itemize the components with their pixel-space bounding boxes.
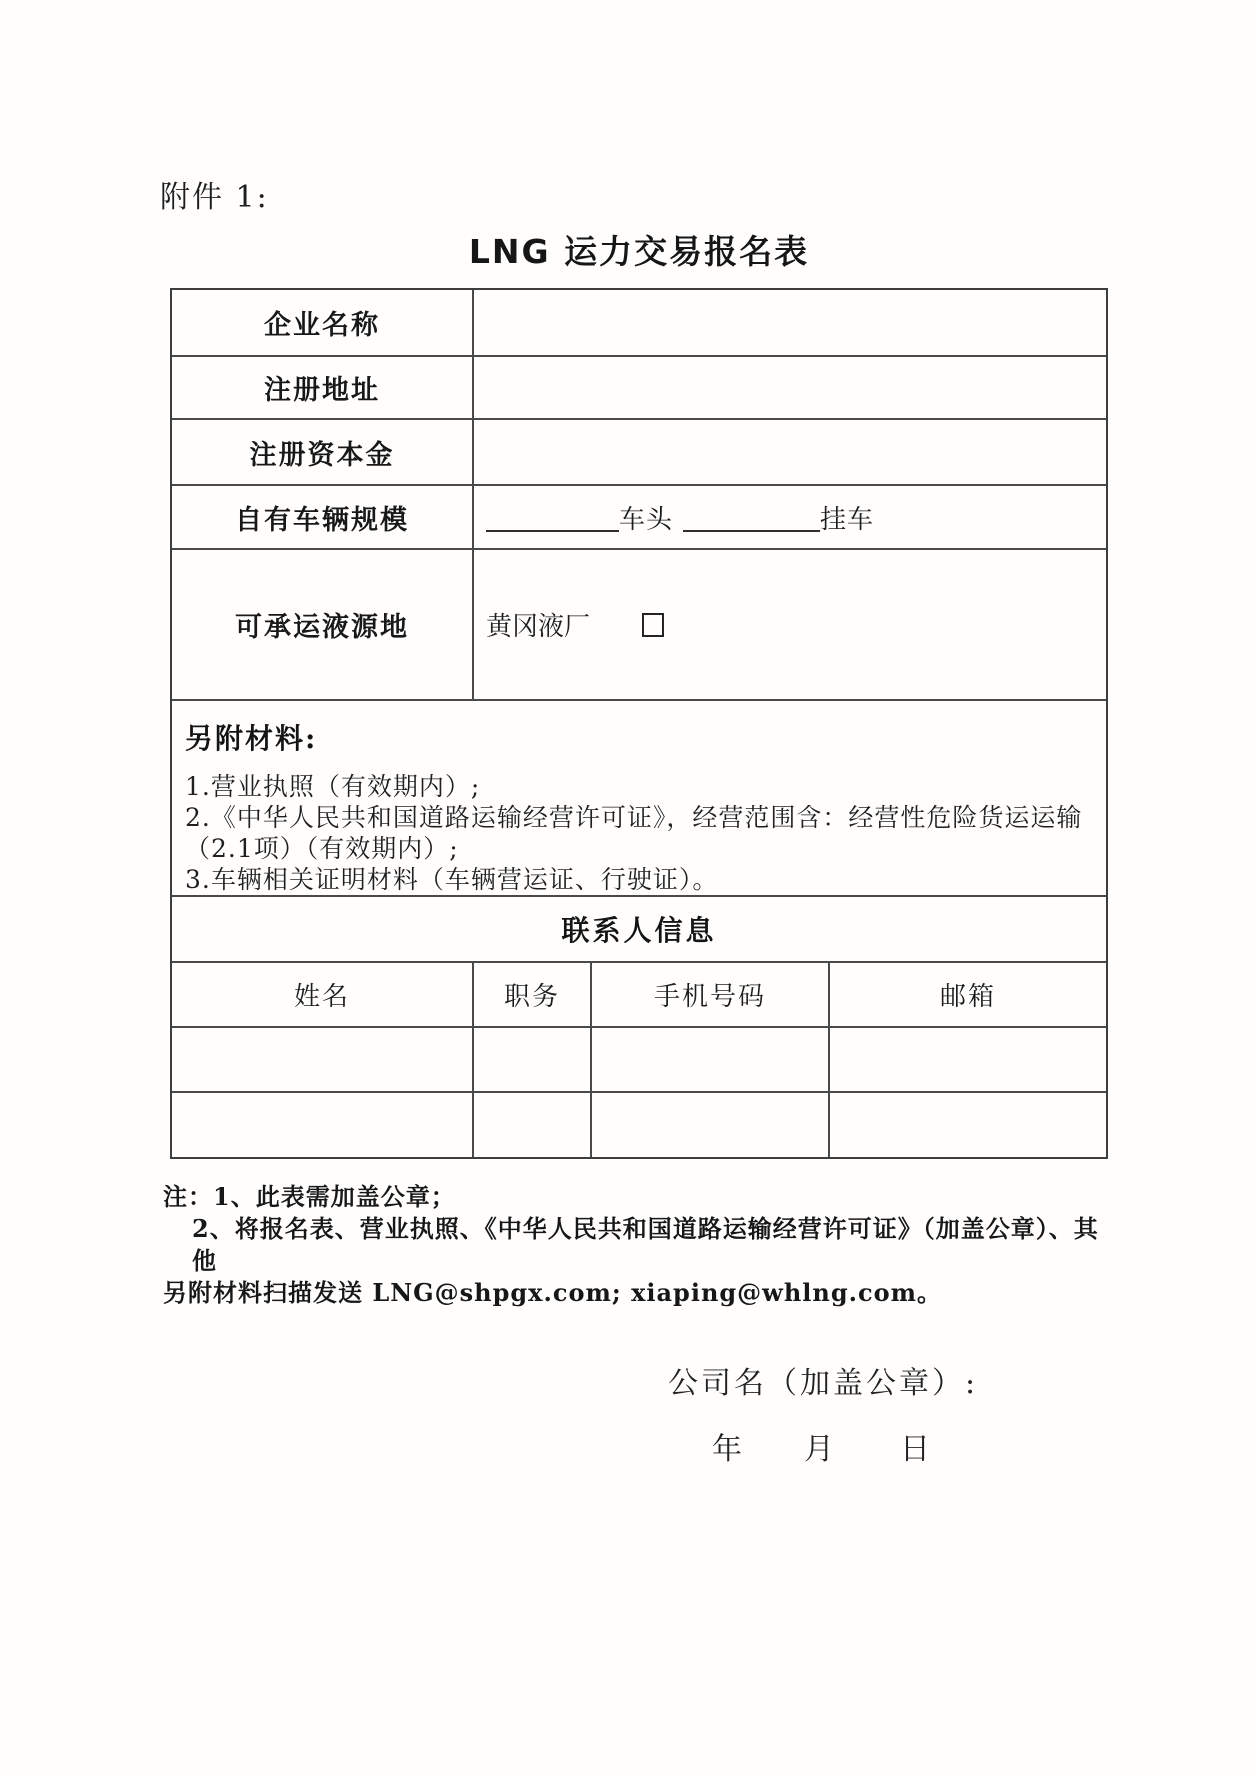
contact-col-email: 邮箱 [830, 963, 1106, 1028]
tractor-count-blank-line [486, 502, 619, 532]
row-label-own-vehicle-scale: 自有车辆规模 [172, 486, 474, 548]
row-label-registered-capital: 注册资本金 [172, 420, 474, 484]
contact-cell-empty [592, 1093, 830, 1157]
row-label-company-name: 企业名称 [172, 290, 474, 355]
footnotes [163, 1181, 1113, 1309]
row-label-liquid-source: 可承运液源地 [172, 550, 474, 699]
materials-item-3: 3.车辆相关证明材料（车辆营运证、行驶证）。 [185, 865, 719, 894]
contact-cell-empty [474, 1028, 592, 1093]
date-day-label: 日 [900, 1432, 930, 1467]
checkbox-icon [642, 613, 664, 637]
page-title: LNG 运力交易报名表 [468, 232, 810, 271]
table-row [172, 418, 1106, 484]
vehicle-scale-field [474, 486, 1106, 548]
table-row [172, 290, 1106, 355]
materials-heading: 另附材料: [185, 722, 318, 755]
contact-cell-empty [592, 1028, 830, 1093]
note-line-3: 另附材料扫描发送 LNG@shpgx.com; xiaping@whlng.com。 [163, 1278, 943, 1307]
registered-capital-field [474, 420, 1106, 484]
liquid-source-option-label: 黄冈液厂 [486, 612, 591, 642]
liquid-source-field [474, 550, 1106, 699]
signature-date-line [712, 1424, 930, 1468]
contact-cell-empty [172, 1093, 474, 1157]
contact-col-position: 职务 [474, 963, 592, 1028]
contact-table [172, 961, 1106, 1157]
signature-company-line: 公司名（加盖公章）: [668, 1366, 979, 1401]
table-row [172, 355, 1106, 418]
row-label-registered-address: 注册地址 [172, 357, 474, 418]
table-row [172, 484, 1106, 548]
date-year-label: 年 [712, 1432, 742, 1467]
contact-cell-empty [474, 1093, 592, 1157]
contact-col-mobile: 手机号码 [592, 963, 830, 1028]
materials-item-2: 2.《中华人民共和国道路运输经营许可证》，经营范围含：经营性危险货运运输（2.1项）（有效期内）; [185, 803, 1083, 863]
registered-address-field [474, 357, 1106, 418]
contact-cell-empty [172, 1028, 474, 1093]
registration-form-table [170, 288, 1108, 1159]
note-line-2: 2、将报名表、营业执照、《中华人民共和国道路运输经营许可证》（加盖公章）、其他 [192, 1214, 1099, 1275]
table-row [172, 548, 1106, 699]
materials-item-1: 1.营业执照（有效期内）; [185, 772, 481, 801]
date-month-label: 月 [804, 1432, 834, 1467]
trailer-count-blank-line [683, 502, 820, 532]
trailer-unit-label: 挂车 [820, 504, 875, 535]
materials-section [172, 699, 1106, 895]
contact-cell-empty [830, 1093, 1106, 1157]
attachment-label: 附件 1: [160, 180, 269, 215]
tractor-unit-label: 车头 [619, 504, 674, 535]
contact-cell-empty [830, 1028, 1106, 1093]
contact-info-heading: 联系人信息 [172, 895, 1106, 961]
contact-col-name: 姓名 [172, 963, 474, 1028]
note-line-1: 注：1、此表需加盖公章； [163, 1182, 456, 1211]
company-name-field [474, 290, 1106, 355]
